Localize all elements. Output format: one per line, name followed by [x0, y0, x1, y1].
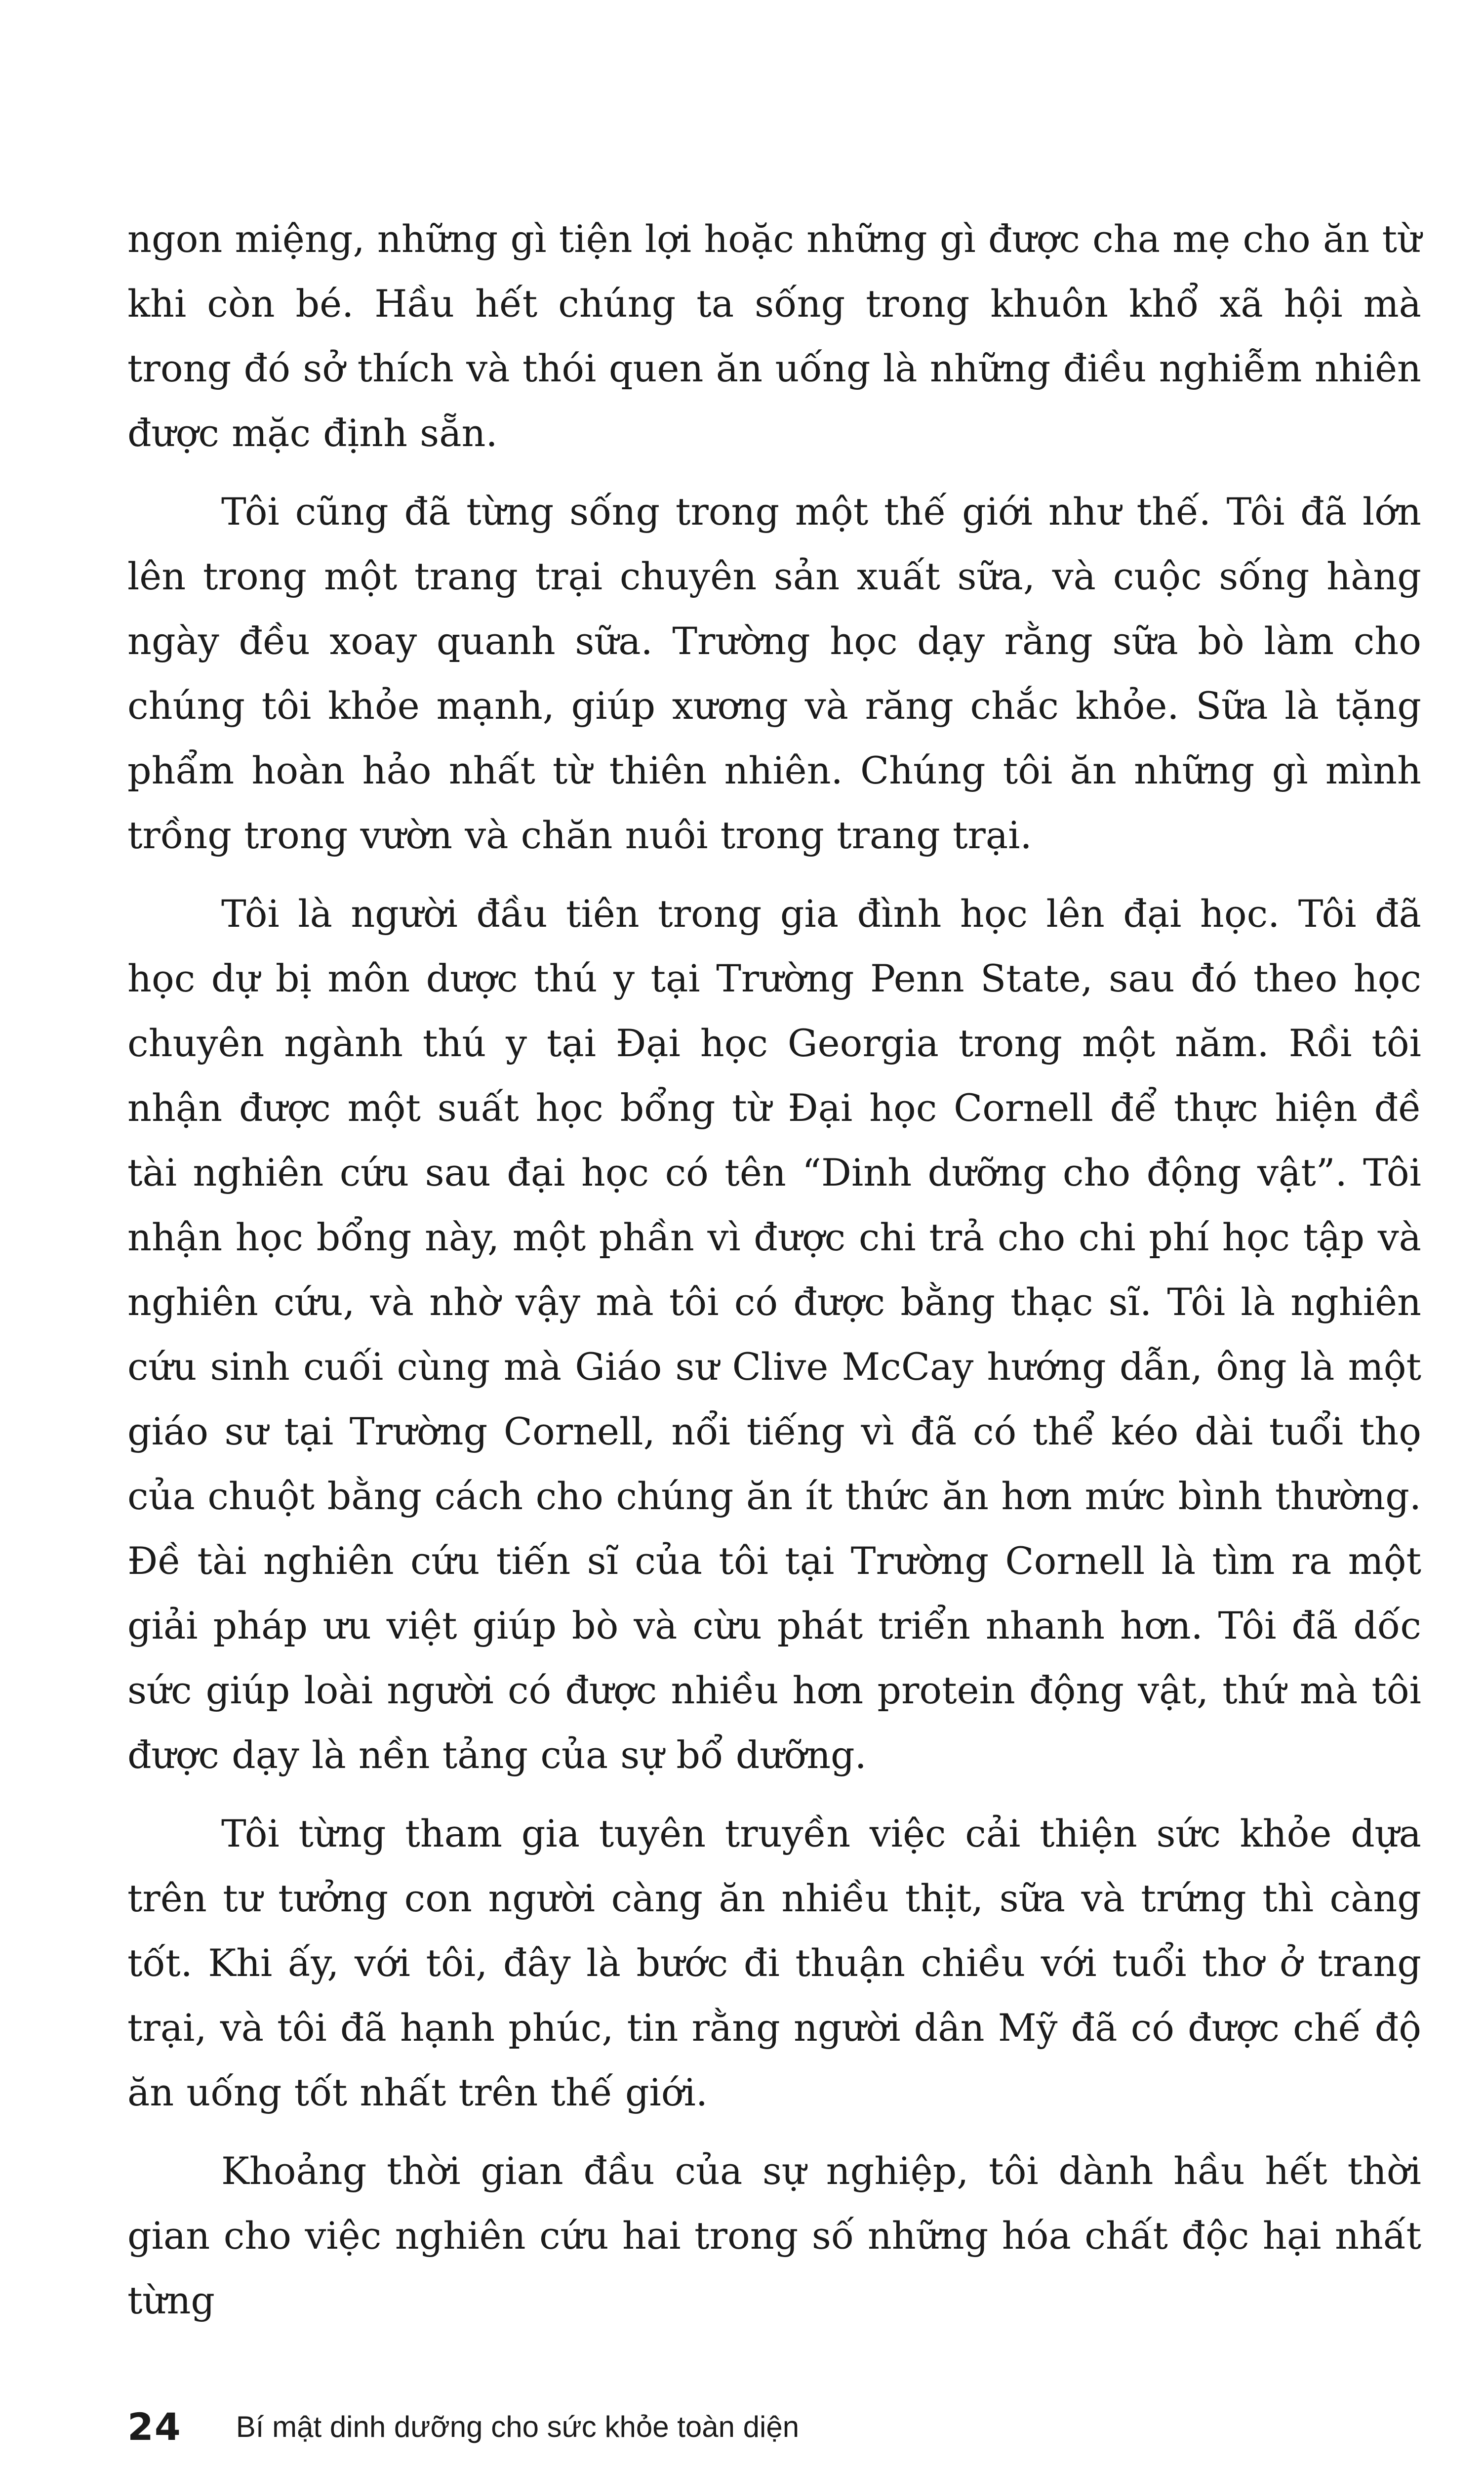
page-footer — [127, 2397, 1421, 2456]
running-title: Bí mật dinh dưỡng cho sức khỏe toàn diện — [236, 2410, 800, 2443]
paragraph-advocacy: Tôi từng tham gia tuyên truyền việc cải thiện sức khỏe dựa trên tư tưởng con người càng ăn nhiều thịt, sữa và trứng thì càng tốt. Khi ấy, với tôi, đây là bước đi thuận chiều với tuổi thơ ở trang trại, và tôi đã hạnh phúc, tin rằng người dân Mỹ đã có được chế độ ăn uống tốt nhất trên thế giới. — [127, 1811, 1421, 2114]
paragraph-early-career: Khoảng thời gian đầu của sự nghiệp, tôi dành hầu hết thời gian cho việc nghiên cứu hai trong số những hóa chất độc hại nhất từng — [127, 2149, 1421, 2322]
body-text — [127, 206, 1421, 2346]
paragraph-continued: ngon miệng, những gì tiện lợi hoặc những gì được cha mẹ cho ăn từ khi còn bé. Hầu hết chúng ta sống trong khuôn khổ xã hội mà trong đó sở thích và thói quen ăn uống là những điều nghiễm nhiên được mặc định sẵn. — [127, 217, 1421, 455]
paragraph-farm-life: Tôi cũng đã từng sống trong một thế giới như thế. Tôi đã lớn lên trong một trang trại chuyên sản xuất sữa, và cuộc sống hàng ngày đều xoay quanh sữa. Trường học dạy rằng sữa bò làm cho chúng tôi khỏe mạnh, giúp xương và răng chắc khỏe. Sữa là tặng phẩm hoàn hảo nhất từ thiên nhiên. Chúng tôi ăn những gì mình trồng trong vườn và chăn nuôi trong trang trại. — [127, 490, 1421, 857]
page-number: 24 — [127, 2404, 182, 2449]
paragraph-education: Tôi là người đầu tiên trong gia đình học lên đại học. Tôi đã học dự bị môn dược thú y tại Trường Penn State, sau đó theo học chuyên ngành thú y tại Đại học Georgia trong một năm. Rồi tôi nhận được một suất học bổng từ Đại học Cornell để thực hiện đề tài nghiên cứu sau đại học có tên “Dinh dưỡng cho động vật”. Tôi nhận học bổng này, một phần vì được chi trả cho chi phí học tập và nghiên cứu, và nhờ vậy mà tôi có được bằng thạc sĩ. Tôi là nghiên cứu sinh cuối cùng mà Giáo sư Clive McCay hướng dẫn, ông là một giáo sư tại Trường Cornell, nổi tiếng vì đã có thể kéo dài tuổi thọ của chuột bằng cách cho chúng ăn ít thức ăn hơn mức bình thường. Đề tài nghiên cứu tiến sĩ của tôi tại Trường Cornell là tìm ra một giải pháp ưu việt giúp bò và cừu phát triển nhanh hơn. Tôi đã dốc sức giúp loài người có được nhiều hơn protein động vật, thứ mà tôi được dạy là nền tảng của sự bổ dưỡng. — [127, 892, 1421, 1777]
